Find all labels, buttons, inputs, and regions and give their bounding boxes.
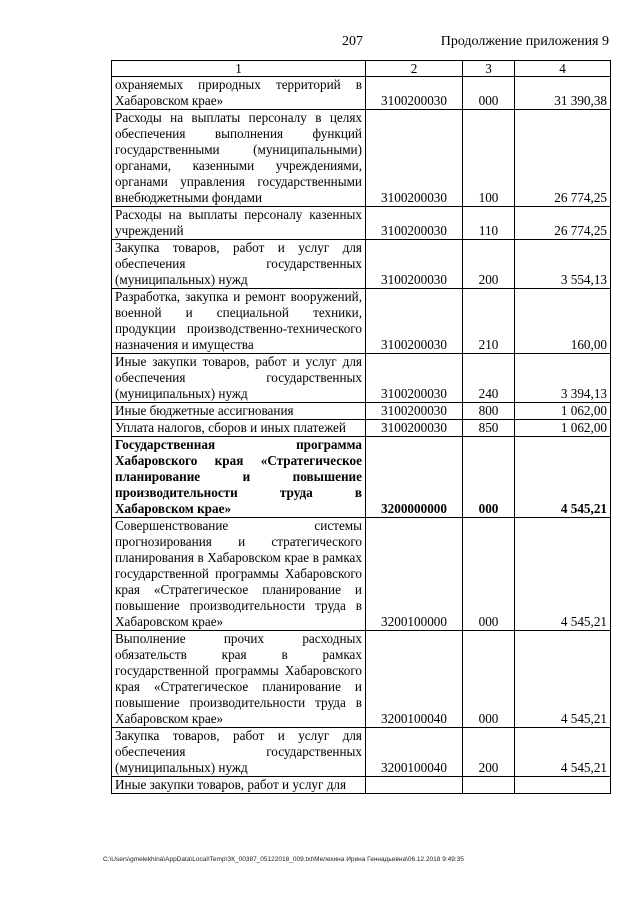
row-description: Государственная программа Хабаровского края «Стратегическое планирование и повышение производительности труда в Хабаровском крае» xyxy=(112,437,366,518)
table-row xyxy=(112,777,611,794)
table-row xyxy=(112,110,611,207)
row-amount: 1 062,00 xyxy=(515,403,611,420)
row-description: Совершенствование системы прогнозирования и стратегического планирования в Хабаровском крае в рамках государственной программы Хабаровского края «Стратегическое планирование и повышение производительности труда в Хабаровском крае» xyxy=(112,518,366,631)
row-target-code xyxy=(366,777,463,794)
column-header: 2 xyxy=(366,61,463,77)
row-description: Расходы на выплаты персоналу в целях обеспечения выполнения функций государственными (муниципальными) органами, казенными учреждениями, органами управления государственными внебюджетными фондами xyxy=(112,110,366,207)
row-expense-type: 100 xyxy=(463,110,515,207)
row-target-code: 3100200030 xyxy=(366,354,463,403)
row-amount: 26 774,25 xyxy=(515,207,611,240)
table-row xyxy=(112,403,611,420)
row-target-code: 3100200030 xyxy=(366,420,463,437)
row-description: Уплата налогов, сборов и иных платежей xyxy=(112,420,366,437)
row-description: Закупка товаров, работ и услуг для обеспечения государственных (муниципальных) нужд xyxy=(112,728,366,777)
row-amount: 1 062,00 xyxy=(515,420,611,437)
file-path-footer: C:\Users\gmelekhina\AppData\Local\Temp\ЗК_00387_05122018_009.txt\Мелехина Ирина Геннадьевна\06.12.2018 9:49:35 xyxy=(103,856,464,863)
table-row xyxy=(112,207,611,240)
row-expense-type: 000 xyxy=(463,437,515,518)
row-amount: 3 394,13 xyxy=(515,354,611,403)
table-row xyxy=(112,420,611,437)
row-expense-type: 240 xyxy=(463,354,515,403)
row-description: Иные закупки товаров, работ и услуг для обеспечения государственных (муниципальных) нужд xyxy=(112,354,366,403)
row-target-code: 3100200030 xyxy=(366,207,463,240)
column-header: 1 xyxy=(112,61,366,77)
row-expense-type: 200 xyxy=(463,240,515,289)
table-row xyxy=(112,631,611,728)
row-target-code: 3100200030 xyxy=(366,403,463,420)
row-amount: 4 545,21 xyxy=(515,437,611,518)
row-target-code: 3100200030 xyxy=(366,77,463,110)
table-row xyxy=(112,240,611,289)
row-expense-type: 000 xyxy=(463,631,515,728)
continuation-label: Продолжение приложения 9 xyxy=(440,34,609,49)
row-description: Разработка, закупка и ремонт вооружений, военной и специальной техники, продукции производственно-технического назначения и имущества xyxy=(112,289,366,354)
row-target-code: 3200100040 xyxy=(366,631,463,728)
row-expense-type: 200 xyxy=(463,728,515,777)
row-amount xyxy=(515,777,611,794)
page-number: 207 xyxy=(342,34,363,49)
column-header: 3 xyxy=(463,61,515,77)
row-expense-type: 210 xyxy=(463,289,515,354)
row-description: охраняемых природных территорий в Хабаровском крае» xyxy=(112,77,366,110)
table-row xyxy=(112,354,611,403)
row-expense-type: 000 xyxy=(463,518,515,631)
row-target-code: 3100200030 xyxy=(366,289,463,354)
table-header-row xyxy=(112,61,611,77)
row-amount: 160,00 xyxy=(515,289,611,354)
row-amount: 26 774,25 xyxy=(515,110,611,207)
row-description: Иные бюджетные ассигнования xyxy=(112,403,366,420)
row-expense-type: 850 xyxy=(463,420,515,437)
row-expense-type xyxy=(463,777,515,794)
row-expense-type: 110 xyxy=(463,207,515,240)
row-amount: 31 390,38 xyxy=(515,77,611,110)
row-target-code: 3100200030 xyxy=(366,110,463,207)
table-row xyxy=(112,728,611,777)
row-amount: 4 545,21 xyxy=(515,518,611,631)
row-target-code: 3200000000 xyxy=(366,437,463,518)
row-description: Закупка товаров, работ и услуг для обеспечения государственных (муниципальных) нужд xyxy=(112,240,366,289)
row-amount: 3 554,13 xyxy=(515,240,611,289)
table-row xyxy=(112,77,611,110)
row-amount: 4 545,21 xyxy=(515,631,611,728)
row-expense-type: 800 xyxy=(463,403,515,420)
table-row xyxy=(112,518,611,631)
row-target-code: 3200100040 xyxy=(366,728,463,777)
table-row-program-total xyxy=(112,437,611,518)
row-target-code: 3100200030 xyxy=(366,240,463,289)
row-description: Выполнение прочих расходных обязательств края в рамках государственной программы Хабаровского края «Стратегическое планирование и повышение производительности труда в Хабаровском крае» xyxy=(112,631,366,728)
row-amount: 4 545,21 xyxy=(515,728,611,777)
table-row xyxy=(112,289,611,354)
row-target-code: 3200100000 xyxy=(366,518,463,631)
row-expense-type: 000 xyxy=(463,77,515,110)
column-header: 4 xyxy=(515,61,611,77)
budget-table xyxy=(111,60,611,794)
row-description: Иные закупки товаров, работ и услуг для xyxy=(112,777,366,794)
row-description: Расходы на выплаты персоналу казенных учреждений xyxy=(112,207,366,240)
